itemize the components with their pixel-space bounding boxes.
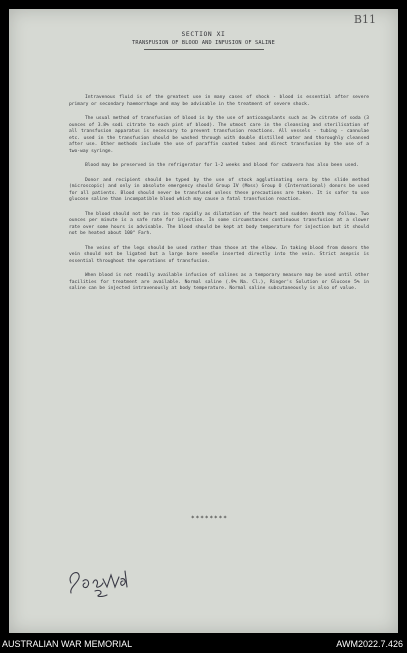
corner-mark: B11 xyxy=(353,13,376,26)
paragraph: Intravenous fluid is of the greatest use in many cases of shock - blood is essential after severe primary or secondary haemorrhage and may be advisable in the treatment of severe shock. xyxy=(69,95,372,107)
paragraph: When blood is not readily available infusion of salines as a temporary measure may be used until other facilities for treatment are available. Normal saline (.9% Na. Cl.), Ringer's Solution or Glucose 5% in saline can be injected intravenously at body temperature. Normal saline subcutaneously is also of value. xyxy=(69,273,372,291)
handwritten-signature xyxy=(65,553,135,598)
title-block xyxy=(9,31,398,50)
paragraph: Donor and recipient should be typed by the use of stock agglutinating sera by the slide method (microscopic) and only in absolute emergency should Group IV (Moss) Group O (International) donors be used for all patients. Blood should never be transfused unless these precautions are taken. It is safer to use glucose saline than incompatible blood which may cause a fatal transfusion reaction. xyxy=(69,177,372,202)
paragraph: The blood should not be run in too rapidly as dilatation of the heart and sudden death may follow. Two ounces per minute is a safe rate for injection. In some circumstances continuous transfusion at a slower rate over some hours is advisable. The blood should be kept at body temperature for injection but it should not be heated about 100° Farh. xyxy=(69,211,372,236)
document-body xyxy=(69,95,372,301)
paragraph: The veins of the legs should be used rather than those at the elbow. In taking blood from donors the vein should not be ligated but a large bore needle inserted directly into the vein. Strict asepsis is essential throughout the operations of transfusion. xyxy=(69,245,372,264)
section-heading: SECTION XI xyxy=(181,31,226,38)
document-title: TRANSFUSION OF BLOOD AND INFUSION OF SALINE xyxy=(132,40,275,46)
document-page xyxy=(9,9,398,633)
end-marker: ******** xyxy=(191,515,228,522)
paragraph: Blood may be preserved in the refrigerator for 1-2 weeks and blood for cadavera has also been used. xyxy=(85,163,359,168)
footer-institution: AUSTRALIAN WAR MEMORIAL xyxy=(2,639,133,649)
title-underline xyxy=(144,49,264,50)
footer-bar xyxy=(0,639,407,651)
footer-accession-number: AWM2022.7.426 xyxy=(336,639,403,649)
paragraph: The usual method of transfusion of blood is by the use of anticoagulants such as 3% citrate of soda (3 ounces of 3.8% sodi citrate to each pint of blood). The utmost care in the cleansing and sterilisation of all transfusion apparatus is necessary to prevent transfusion reactions. All vessels - tubing - cannulae etc. used in the transfusion should be washed through with double distilled water and thoroughly cleansed after use. Other methods include the use of paraffin coated tubes and direct transfusion by the use of a two-way syringe. xyxy=(69,116,372,154)
